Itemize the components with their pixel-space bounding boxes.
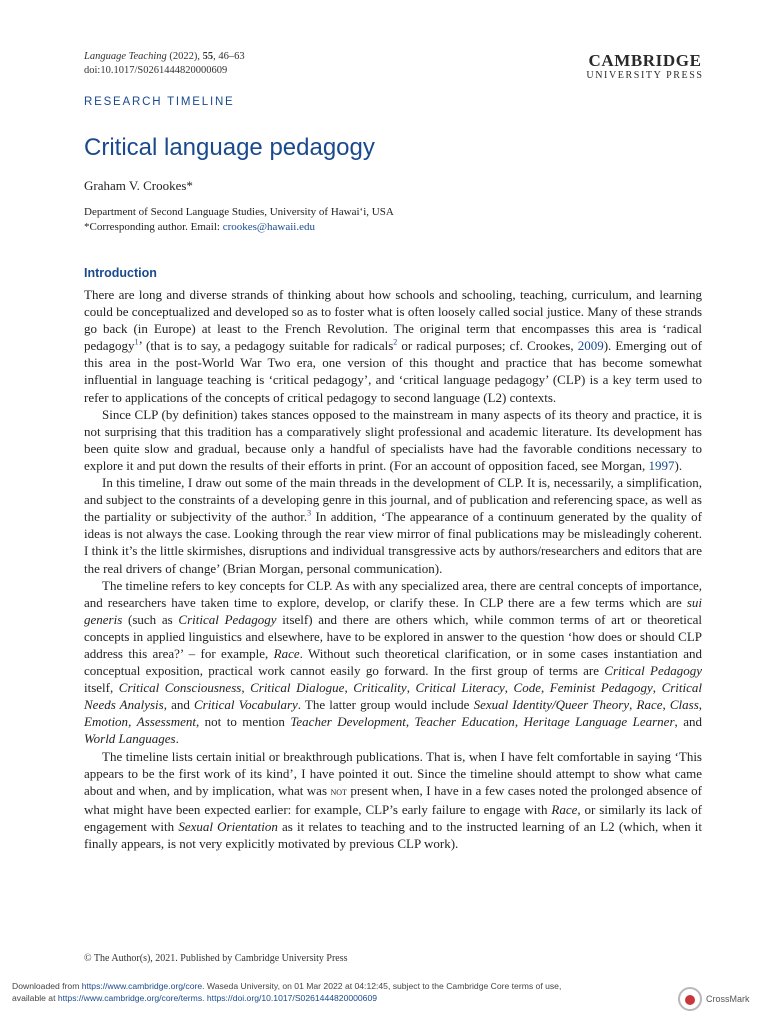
paragraph xyxy=(84,577,702,748)
text-run: (such as xyxy=(122,611,179,627)
italic-term: Criticality xyxy=(353,680,407,696)
italic-term: Critical Dialogue xyxy=(250,680,345,696)
corresponding-line xyxy=(84,220,394,235)
corresponding-prefix: *Corresponding author. Email: xyxy=(84,221,223,233)
citation-link[interactable]: 2009 xyxy=(577,338,604,354)
italic-term: Sexual Identity/Queer Theory xyxy=(473,697,630,713)
text-run: ). xyxy=(674,457,683,473)
copyright-notice: © The Author(s), 2021. Published by Cambridge University Press xyxy=(84,953,348,964)
paragraph xyxy=(84,474,702,577)
footnote-ref[interactable]: 2 xyxy=(393,337,398,347)
article-type: RESEARCH TIMELINE xyxy=(84,96,235,108)
publisher-subname: UNIVERSITY PRESS xyxy=(586,70,704,81)
doi-link[interactable]: https://doi.org/10.1017/S0261444820000609 xyxy=(206,993,378,1003)
crossmark-icon-center xyxy=(685,995,695,1005)
footer-text: . xyxy=(202,993,207,1003)
text-run: In this timeline, I draw out some of the main threads in the development of CLP. It is, necessarily, a simplification, and subject to the constraints of a developing genre in this journal, and of publication and referencing space, as well as the partiality or subjectivity of the author. xyxy=(84,475,702,525)
small-caps-word: not xyxy=(330,785,347,798)
journal-doi: doi:10.1017/S0261444820000609 xyxy=(84,65,228,76)
paragraph xyxy=(84,406,702,474)
text-run: itself) and there are others which, while common terms of art or theoretical concepts in applied linguistics and elsewhere, have to be explored in answer to the question ‘how does or should CLP address this area?’ – for example, xyxy=(84,611,702,661)
text-run: or radical purposes; cf. Crookes, xyxy=(397,338,578,354)
paragraph xyxy=(84,748,702,853)
crossmark-label: CrossMark xyxy=(706,994,750,1004)
text-run: , xyxy=(662,697,670,713)
italic-term: Critical Vocabulary xyxy=(194,697,298,713)
footnote-ref[interactable]: 3 xyxy=(307,508,312,518)
text-run: . The latter group would include xyxy=(297,697,474,713)
text-run: , xyxy=(698,697,703,713)
italic-term: Race xyxy=(273,645,300,661)
text-run: The timeline lists certain initial or breakthrough publications. That is, when I have felt comfortable in saying ‘This appears to be the first work of its kind’, I have pointed it out. Since the timeline should attempt to show what came about and when, and by implication, what was xyxy=(84,748,702,798)
text-run: itself, xyxy=(84,680,119,696)
italic-term: Code xyxy=(513,680,541,696)
author-email-link[interactable]: crookes@hawaii.edu xyxy=(222,221,315,233)
journal-volume: 55 xyxy=(202,51,214,62)
italic-term: Critical Literacy xyxy=(415,680,505,696)
text-run: ’ (that is to say, a pedagogy suitable for radicals xyxy=(138,338,394,354)
italic-term: World Languages xyxy=(84,731,176,747)
italic-term: Race xyxy=(551,801,578,817)
cambridge-core-link[interactable]: https://www.cambridge.org/core xyxy=(81,981,203,991)
text-run: , xyxy=(514,714,524,730)
text-run: as it relates to teaching and to the instructed learning of an L2 (which, when it finally appears, is not very explicitly motivated by previous CLP work). xyxy=(84,818,702,851)
italic-term: Assessment xyxy=(136,714,196,730)
section-heading: Introduction xyxy=(84,266,157,280)
text-run: Since CLP (by definition) takes stances opposed to the mainstream in many aspects of its theory and practice, it is not surprising that this tradition has a comparatively slight professional and academic literature. Its development has been quite slow and gradual, because only a handful of specialists have had the favorable conditions necessary to explore it and put down the results of their efforts in print. (For an account of opposition faced, see Morgan, xyxy=(84,406,702,473)
text-run: There are long and diverse strands of thinking about how schools and schooling, teaching, curriculum, and learning could be conceptualized and developed so as to foster what is often loosely called social justice. Many of these strands go back (in Europe) at least to the French Revolution. The original term that encompasses this area is ‘radical pedagogy xyxy=(84,287,702,354)
footnote-ref[interactable]: 1 xyxy=(134,337,139,347)
paragraph xyxy=(84,286,702,406)
journal-pages: , 46–63 xyxy=(213,51,245,62)
footer-text: . Waseda University, on 01 Mar 2022 at 04:12:45, subject to the Cambridge Core terms of use, xyxy=(202,981,562,991)
text-run: , xyxy=(652,680,662,696)
text-run: . xyxy=(175,731,179,747)
text-run: , not to mention xyxy=(195,714,291,730)
text-run: The timeline refers to key concepts for CLP. As with any specialized area, there are central concepts of importance, and researchers have taken time to explore, develop, or clarify these. In CLP there are a few terms which are xyxy=(84,577,702,610)
italic-term: Sexual Orientation xyxy=(178,818,278,834)
article-title: Critical language pedagogy xyxy=(84,134,375,161)
footer-text: Downloaded from xyxy=(12,981,82,991)
text-run: , xyxy=(241,680,251,696)
text-run: , xyxy=(629,697,637,713)
text-run: present when, I have in a few cases noted the prolonged absence of what might have been expected earlier: for example, CLP’s early failure to engage with xyxy=(84,782,703,817)
terms-link[interactable]: https://www.cambridge.org/core/terms xyxy=(57,993,203,1003)
text-run: ). Emerging out of this area in the post-World War Two era, one version of this thought and practice that has become somewhat influential in language teaching is ‘critical pedagogy’, and ‘critical language pedagogy’ (CLP) is a key term used to refer to applications of the concepts of critical pedagogy to second language (L2) contexts. xyxy=(84,338,702,405)
text-run: , xyxy=(406,680,416,696)
italic-term: Feminist Pedagogy xyxy=(549,680,653,696)
journal-year: (2022), xyxy=(169,51,200,62)
italic-term: Race xyxy=(636,697,663,713)
italic-term: Critical Consciousness xyxy=(118,680,242,696)
italic-term: Critical Needs Analysis xyxy=(84,680,703,713)
text-run: In addition, ‘The appearance of a continuum generated by the quality of ideas is not always the case. Looking through the rear view mirror of final publications may be misleadingly coherent. I think it’s the little skirmishes, disruptions and individual transgressive acts by authors/researchers and editors that are the real drivers of change’ (Brian Morgan, personal communication). xyxy=(84,509,702,576)
text-run: , xyxy=(541,680,550,696)
italic-term: Teacher Education xyxy=(414,714,515,730)
publisher-name: CAMBRIDGE xyxy=(588,51,702,70)
publisher-logo xyxy=(586,52,704,81)
italic-term: sui generis xyxy=(84,594,702,627)
text-run: , xyxy=(344,680,354,696)
text-run: , or similarly its lack of engagement with xyxy=(84,801,702,834)
text-run: , xyxy=(128,714,137,730)
citation-link[interactable]: 1997 xyxy=(648,457,675,473)
italic-term: Heritage Language Learner xyxy=(523,714,675,730)
text-run: , and xyxy=(163,697,194,713)
italic-term: Emotion xyxy=(84,714,129,730)
italic-term: Critical Pedagogy xyxy=(178,611,277,627)
text-run: , xyxy=(405,714,415,730)
footer-text: available at xyxy=(12,993,58,1003)
crossmark-icon xyxy=(678,987,702,1011)
italic-term: Critical Pedagogy xyxy=(604,663,702,679)
text-run: . Without such theoretical clarification, or in some cases instantiation and conceptual exposition, practical work cannot easily go forward. In the first group of terms are xyxy=(84,645,702,679)
italic-term: Teacher Development xyxy=(290,714,406,730)
journal-citation xyxy=(84,50,245,78)
affiliation-text: Department of Second Language Studies, University of Hawai‘i, USA xyxy=(84,206,394,218)
crossmark-badge[interactable] xyxy=(678,986,768,1014)
article-author: Graham V. Crookes* xyxy=(84,178,193,193)
text-run: , xyxy=(504,680,514,696)
download-footer xyxy=(12,980,672,1004)
italic-term: Class xyxy=(669,697,699,713)
article-body xyxy=(84,286,702,852)
journal-name: Language Teaching xyxy=(84,51,167,62)
text-run: , and xyxy=(674,714,702,730)
author-affiliation xyxy=(84,205,394,235)
